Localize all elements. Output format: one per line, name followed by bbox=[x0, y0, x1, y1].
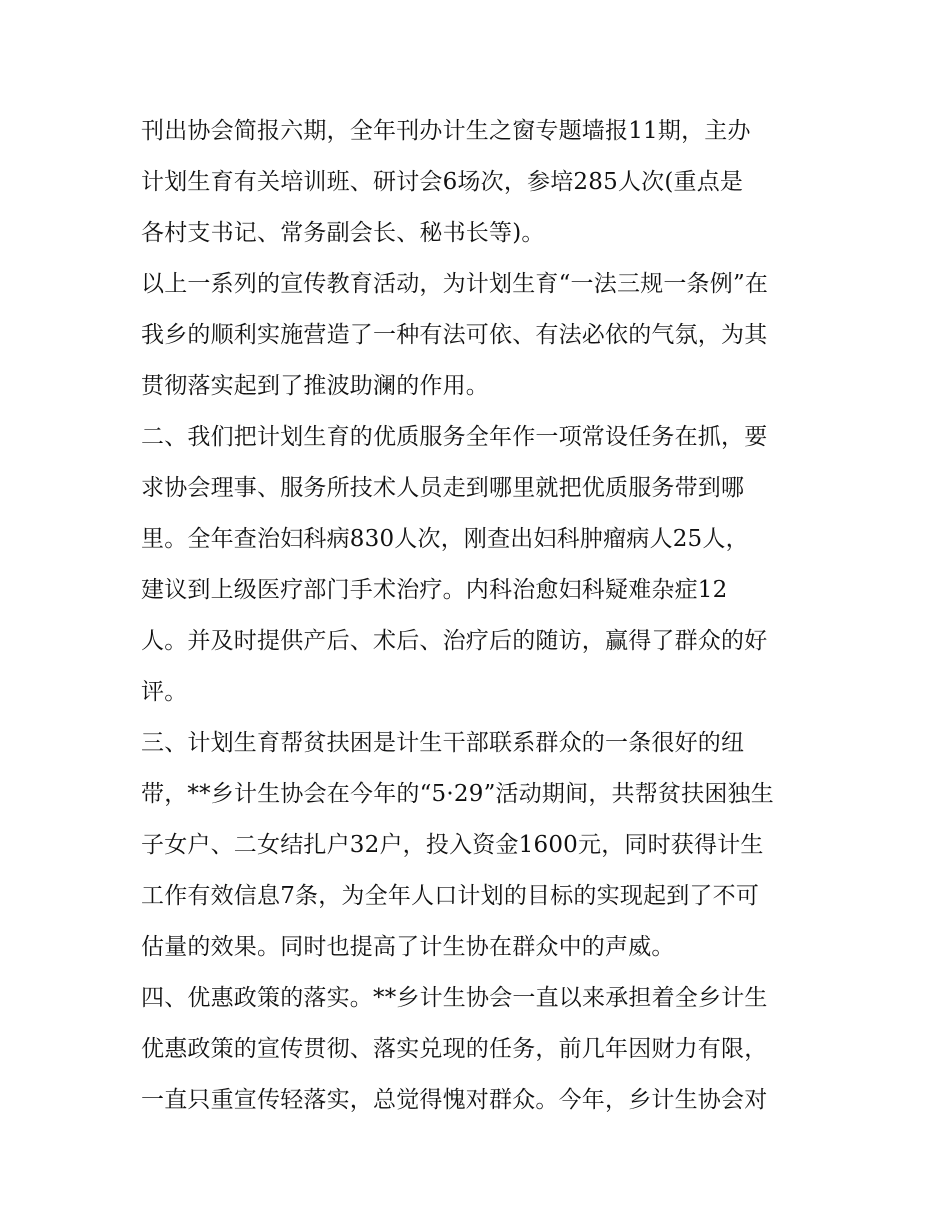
text-line: 四、优惠政策的落实。**乡计生协会一直以来承担着全乡计生 bbox=[141, 985, 768, 1011]
text-line: 各村支书记、常务副会长、秘书长等)。 bbox=[141, 220, 545, 246]
text-line: 计划生育有关培训班、研讨会6场次，参培285人次(重点是 bbox=[141, 169, 744, 195]
text-line: 三、计划生育帮贫扶困是计生干部联系群众的一条很好的纽 bbox=[141, 730, 745, 756]
text-line: 工作有效信息7条，为全年人口计划的目标的实现起到了不可 bbox=[141, 883, 760, 909]
text-line: 人。并及时提供产后、术后、治疗后的随访，赢得了群众的好 bbox=[141, 628, 768, 654]
text-line: 建议到上级医疗部门手术治疗。内科治愈妇科疑难杂症12 bbox=[141, 577, 728, 603]
text-line: 优惠政策的宣传贯彻、落实兑现的任务，前几年因财力有限， bbox=[141, 1036, 768, 1062]
text-line: 一直只重宣传轻落实，总觉得愧对群众。今年，乡计生协会对 bbox=[141, 1087, 768, 1113]
text-line: 子女户、二女结扎户32户，投入资金1600元，同时获得计生 bbox=[141, 832, 764, 858]
text-line: 评。 bbox=[141, 679, 188, 705]
text-line: 贯彻落实起到了推波助澜的作用。 bbox=[141, 373, 489, 399]
text-line: 以上一系列的宣传教育活动，为计划生育“一法三规一条例”在 bbox=[141, 271, 769, 297]
text-line: 二、我们把计划生育的优质服务全年作一项常设任务在抓，要 bbox=[141, 424, 768, 450]
text-line: 带，**乡计生协会在今年的“5·29”活动期间，共帮贫扶困独生 bbox=[141, 781, 774, 807]
text-line: 估量的效果。同时也提高了计生协在群众中的声威。 bbox=[141, 934, 675, 960]
text-line: 刊出协会简报六期，全年刊办计生之窗专题墙报11期，主办 bbox=[141, 118, 751, 144]
text-line: 我乡的顺利实施营造了一种有法可依、有法必依的气氛，为其 bbox=[141, 322, 768, 348]
text-line: 求协会理事、服务所技术人员走到哪里就把优质服务带到哪 bbox=[141, 475, 745, 501]
text-line: 里。全年查治妇科病830人次，刚查出妇科肿瘤病人25人， bbox=[141, 526, 749, 552]
body-text bbox=[141, 106, 831, 1126]
